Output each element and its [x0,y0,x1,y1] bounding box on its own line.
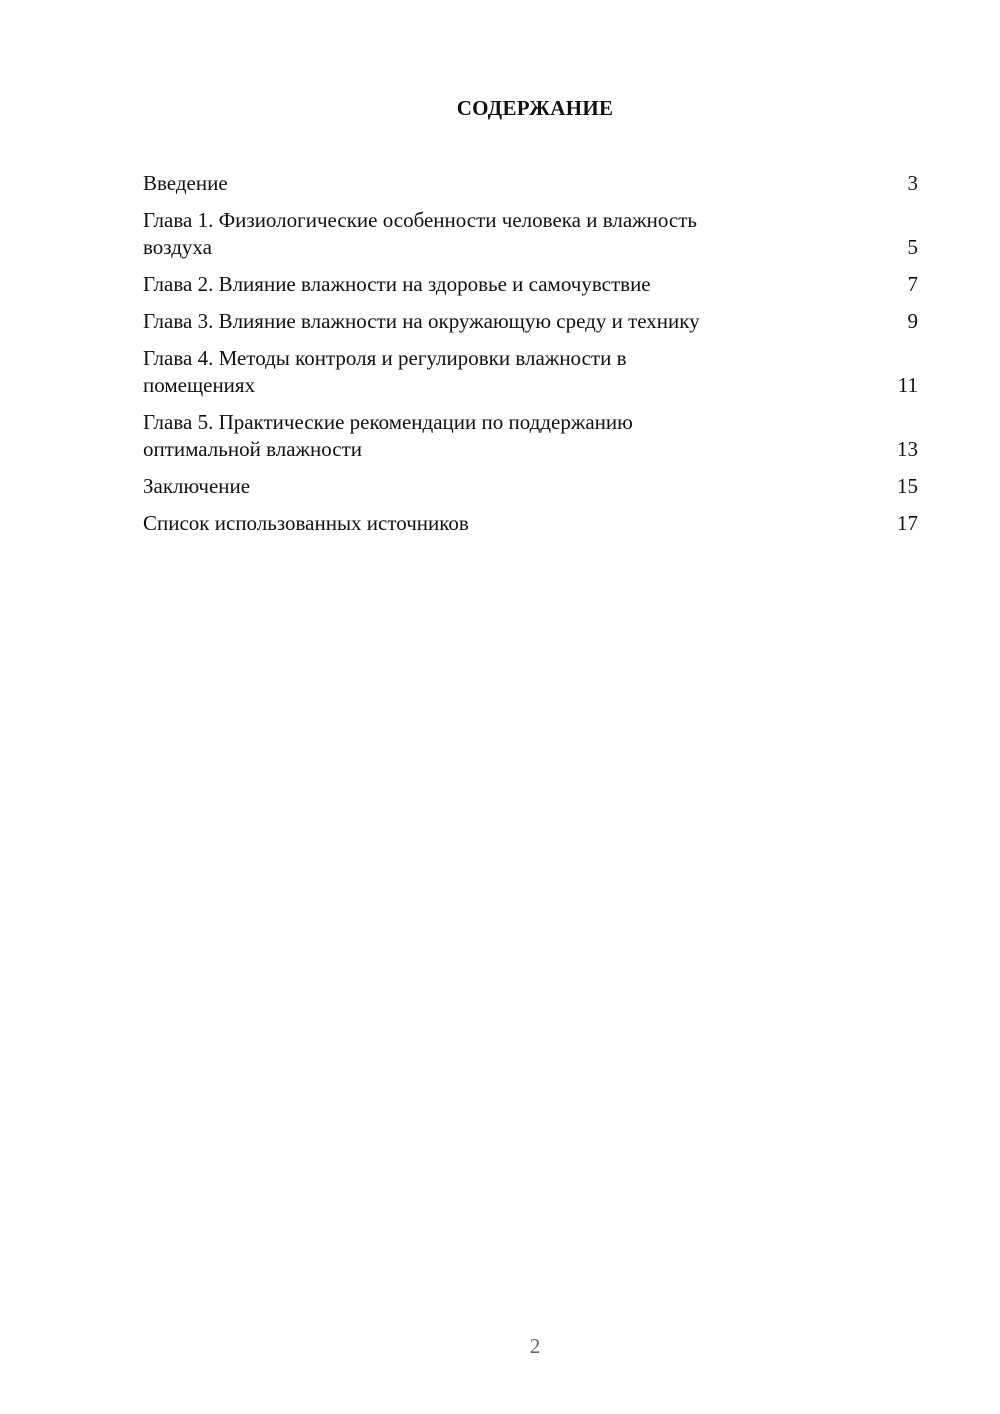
toc-entry-page: 9 [907,309,918,333]
toc-entry-label: Заключение [143,474,251,498]
toc-entry-chapter-4 [143,345,918,399]
toc-entry-label: Глава 2. Влияние влажности на здоровье и самочувствие [143,272,651,296]
toc-entry-chapter-1 [143,207,918,261]
toc-entry-label: Список использованных источников [143,511,469,535]
toc-entry-page: 7 [907,272,918,296]
table-of-contents [143,170,918,547]
toc-entry-introduction [143,170,918,197]
toc-entry-page: 15 [897,474,918,498]
page-title: СОДЕРЖАНИЕ [456,96,614,120]
toc-entry-chapter-2 [143,271,918,298]
toc-entry-references [143,510,918,537]
toc-entry-page: 17 [897,511,918,535]
toc-entry-label: Глава 1. Физиологические особенности человека и влажность воздуха [143,208,697,259]
toc-entry-conclusion [143,473,918,500]
toc-entry-chapter-5 [143,409,918,463]
toc-entry-page: 3 [907,171,918,195]
toc-entry-label: Введение [143,171,228,195]
toc-entry-label: Глава 3. Влияние влажности на окружающую среду и технику [143,309,700,333]
toc-entry-page: 13 [897,437,918,461]
toc-entry-label: Глава 4. Методы контроля и регулировки влажности в помещениях [143,346,627,397]
toc-entry-label: Глава 5. Практические рекомендации по поддержанию оптимальной влажности [143,410,633,461]
toc-entry-chapter-3 [143,308,918,335]
toc-entry-page: 5 [907,235,918,259]
toc-entry-page: 11 [897,373,918,397]
page-number: 2 [529,1334,541,1358]
